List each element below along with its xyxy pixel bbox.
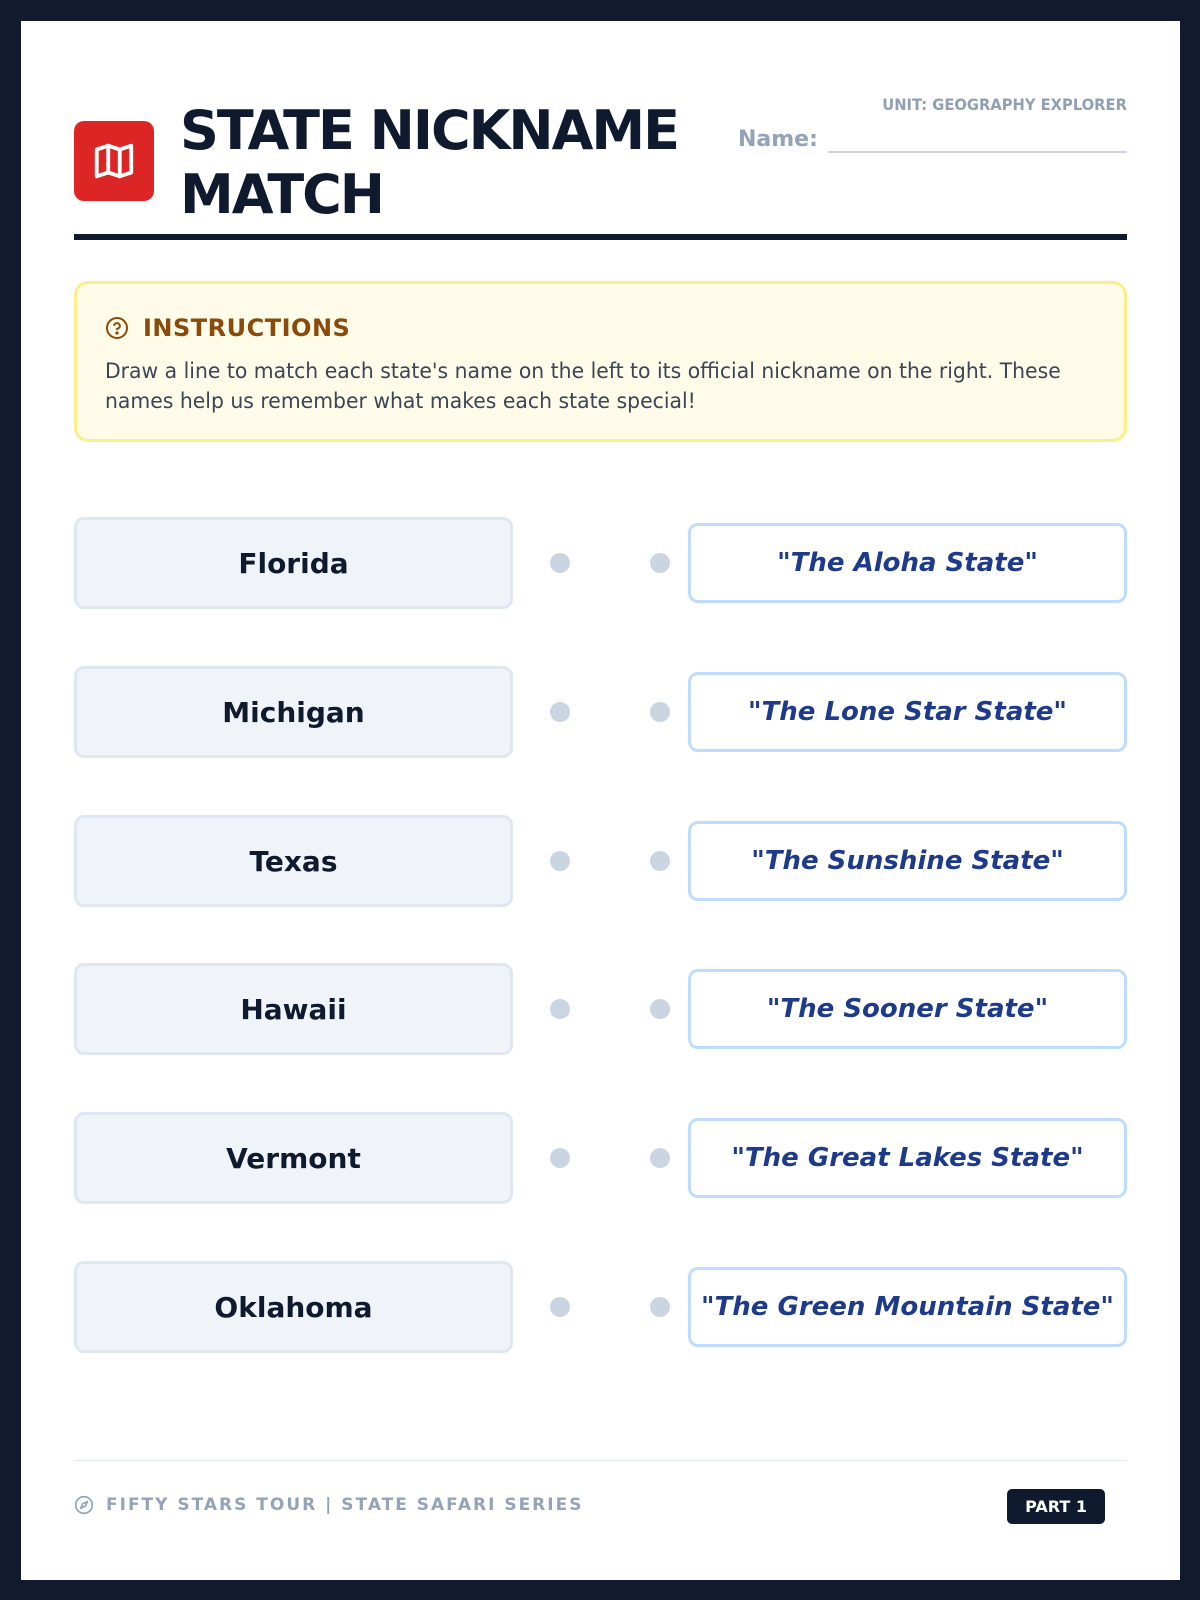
state-card: Florida	[74, 517, 513, 609]
title-line-1: STATE NICKNAME	[180, 99, 679, 162]
state-connector-dot[interactable]	[550, 1148, 570, 1168]
name-field[interactable]	[828, 151, 1127, 153]
match-row	[74, 666, 1127, 758]
nickname-connector-dot[interactable]	[650, 1297, 670, 1317]
compass-icon	[74, 1495, 94, 1515]
state-card: Texas	[74, 815, 513, 907]
worksheet-page	[21, 21, 1180, 1580]
name-label: Name:	[738, 127, 818, 152]
nickname-card: "The Sunshine State"	[688, 821, 1127, 901]
part-badge: PART 1	[1007, 1489, 1105, 1524]
map-icon	[91, 138, 137, 184]
nickname-connector-dot[interactable]	[650, 1148, 670, 1168]
header-divider	[74, 234, 1127, 240]
nickname-connector-dot[interactable]	[650, 702, 670, 722]
nickname-card: "The Great Lakes State"	[688, 1118, 1127, 1198]
series-label: FIFTY STARS TOUR | STATE SAFARI SERIES	[106, 1495, 584, 1515]
state-card: Hawaii	[74, 963, 513, 1055]
instructions-box	[74, 281, 1127, 442]
state-connector-dot[interactable]	[550, 1297, 570, 1317]
question-circle-icon	[105, 316, 129, 340]
header	[74, 79, 1127, 239]
page-title	[180, 99, 740, 227]
nickname-card: "The Aloha State"	[688, 523, 1127, 603]
map-logo	[74, 121, 154, 201]
match-row	[74, 963, 1127, 1055]
nickname-connector-dot[interactable]	[650, 851, 670, 871]
nickname-card: "The Green Mountain State"	[688, 1267, 1127, 1347]
match-row	[74, 1112, 1127, 1204]
state-connector-dot[interactable]	[550, 851, 570, 871]
nickname-connector-dot[interactable]	[650, 999, 670, 1019]
nickname-card: "The Sooner State"	[688, 969, 1127, 1049]
state-card: Oklahoma	[74, 1261, 513, 1353]
state-connector-dot[interactable]	[550, 702, 570, 722]
state-connector-dot[interactable]	[550, 553, 570, 573]
match-row	[74, 517, 1127, 609]
state-card: Michigan	[74, 666, 513, 758]
match-row	[74, 1261, 1127, 1353]
instructions-title: INSTRUCTIONS	[143, 314, 351, 342]
footer-series	[74, 1495, 583, 1515]
match-row	[74, 815, 1127, 907]
nickname-card: "The Lone Star State"	[688, 672, 1127, 752]
instructions-heading	[105, 314, 350, 342]
state-connector-dot[interactable]	[550, 999, 570, 1019]
unit-label: UNIT: GEOGRAPHY EXPLORER	[882, 95, 1127, 114]
title-line-2: MATCH	[180, 163, 383, 226]
instructions-text: Draw a line to match each state's name on the left to its official nickname on the right. These names help us remember what makes each state special!	[105, 359, 1061, 413]
nickname-connector-dot[interactable]	[650, 553, 670, 573]
footer-divider	[74, 1460, 1127, 1461]
state-card: Vermont	[74, 1112, 513, 1204]
